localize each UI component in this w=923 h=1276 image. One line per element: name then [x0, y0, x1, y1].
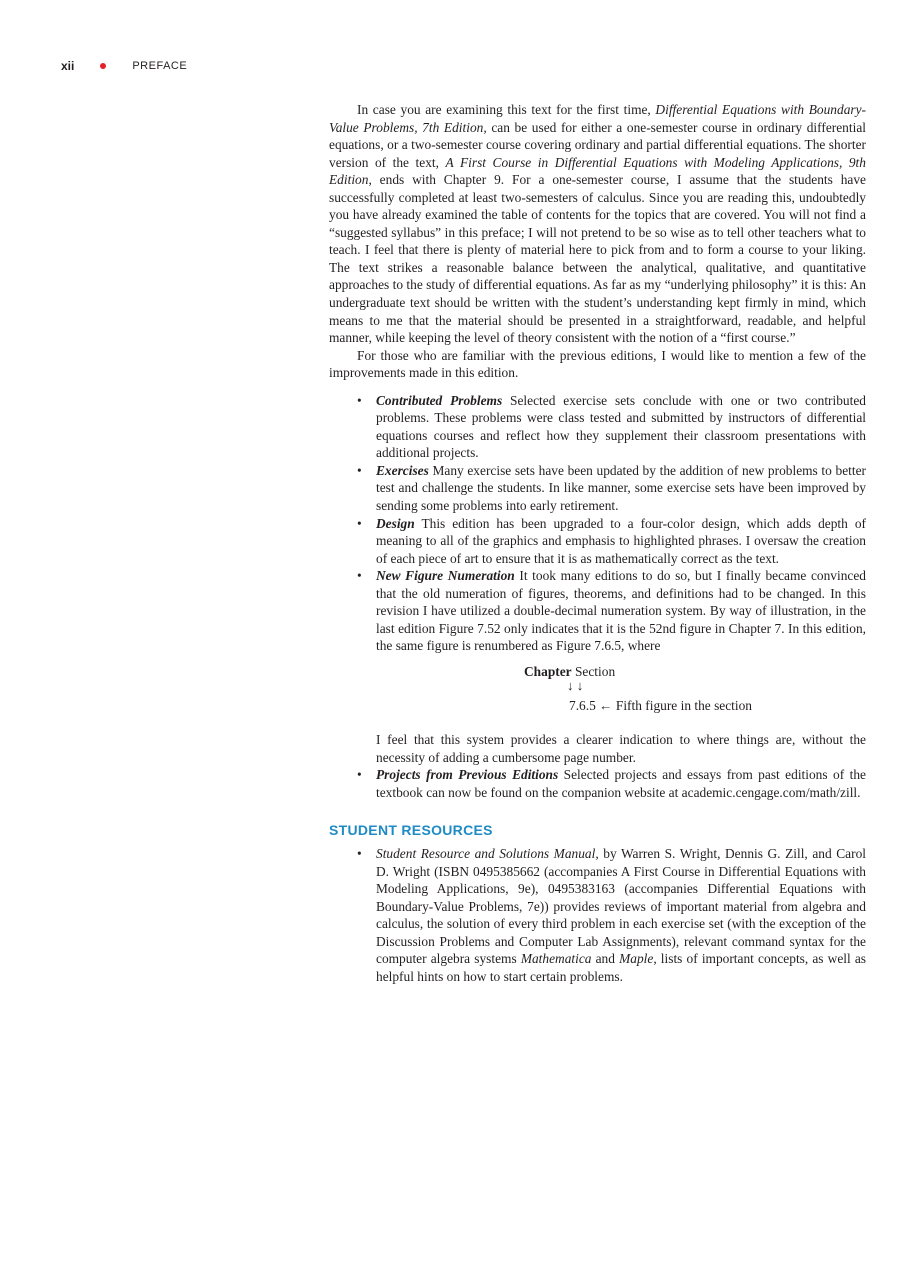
improvements-list — [329, 392, 866, 801]
red-bullet-icon — [100, 63, 106, 69]
book-title-short: A First Course in Differential Equations with Modeling Applications, 9th Edition — [329, 154, 866, 188]
item-term: Projects from Previous Editions — [376, 767, 559, 783]
list-item — [376, 845, 866, 985]
resources-list — [329, 845, 866, 985]
intro-text-c: , ends with Chapter 9. For a one-semester course, I assume that the students have successfully completed at least two-semesters of calculus. Since you are reading this, undoubtedly you have already examined the table of contents for the topics that are covered. You will not find a “suggested syllabus” in this preface; I will not pretend to be so wise as to tell other teachers what to teach. I feel that there is plenty of material here to pick from and to form a course to your liking. The text strikes a reasonable balance between the analytical, qualitative, and quantitative approaches to the study of differential equations. As far as my “underlying philosophy” it is this: An undergraduate text should be written with the student’s understanding kept firmly in mind, which means to me that the material should be presented in a straightforward, readable, and helpful manner, while keeping the level of theory consistent with the notion of a “first course.” — [329, 172, 866, 346]
item-text: Selected exercise sets conclude with one or two contributed problems. These problems were class tested and submitted by instructors of differential equations courses and reflect how they supplement their classroom presentations with additional projects. — [376, 392, 866, 461]
software-mathematica: Mathematica — [520, 951, 592, 967]
item-term: Exercises — [376, 462, 429, 478]
running-head — [61, 59, 187, 73]
item-text: This edition has been upgraded to a four-color design, which adds depth of meaning to all of the graphics and emphasis to highlighted phrases. I oversaw the creation of each piece of art to ensure that it is as mathematically correct as the text. — [376, 515, 866, 566]
page-body — [329, 101, 866, 986]
list-item — [376, 462, 866, 515]
intro-text-b: can be used for either a one-semester course in ordinary differential equations, or a two-semester course covering ordinary and partial differential equations. The shorter version of the text, — [329, 119, 866, 170]
figure-number-row — [569, 697, 752, 715]
figure-number: 7.6.5 — [569, 697, 596, 713]
numeration-diagram — [376, 663, 866, 725]
section-label-diagram: Section — [574, 663, 616, 679]
continuation-text: I feel that this system provides a clearer indication to where things are, without the necessity of adding a cumbersome page number. — [376, 731, 866, 765]
intro-paragraph — [329, 101, 866, 347]
list-item — [376, 766, 866, 801]
student-resources-heading: STUDENT RESOURCES — [329, 822, 493, 839]
section-label: PREFACE — [132, 60, 188, 72]
list-item — [376, 392, 866, 462]
book-title-full: Differential Equations with Boundary-Value Problems, 7th Edition, — [329, 102, 867, 135]
list-item-continuation — [376, 731, 866, 766]
improvements-intro: For those who are familiar with the previous editions, I would like to mention a few of the improvements made in this edition. — [329, 347, 866, 381]
item-text: It took many editions to do so, but I finally became convinced that the old numeration of figures, theorems, and definitions had to be changed. In this revision I have utilized a double-decimal numeration system. By way of illustration, in the last edition Figure 7.52 only indicates that it is the 52nd figure in Chapter 7. In this edition, the same figure is renumbered as Figure 7.6.5, where — [376, 568, 866, 654]
manual-title: Student Resource and Solutions Manual — [376, 846, 596, 862]
manual-text-b: , lists of important concepts, as well as helpful hints on how to start certain problems. — [376, 951, 867, 984]
list-item — [376, 515, 866, 568]
item-term: New Figure Numeration — [376, 568, 515, 584]
item-text: Many exercise sets have been updated by the addition of new problems to better test and challenge the students. In like manner, some exercise sets have been improved by sending some problems into early retirement. — [376, 462, 866, 514]
intro-text-a: In case you are examining this text for the first time, — [357, 102, 656, 117]
manual-text-and: and — [591, 951, 620, 967]
down-arrows-icon: ↓ ↓ — [567, 677, 584, 693]
list-item — [376, 567, 866, 725]
figure-note: Fifth figure in the section — [615, 697, 753, 713]
left-arrow-icon: ← — [599, 697, 613, 713]
item-term: Contributed Problems — [376, 392, 503, 408]
software-maple: Maple — [619, 951, 654, 967]
manual-text-a: , by Warren S. Wright, Dennis G. Zill, and Carol D. Wright (ISBN 0495385662 (accompanies A First Course in Differential Equations with Modeling Applications, 9e), 0495383163 (accompanies Differential Equations with Boundary-Value Problems, 7e)) provides reviews of important material from algebra and calculus, the solution of every third problem in each exercise set (with the exception of the Discussion Problems and Computer Lab Assignments), relevant command syntax for the computer algebra systems — [376, 846, 866, 967]
item-text: Selected projects and essays from past editions of the textbook can now be found on the companion website at academic.cengage.com/math/zill. — [376, 767, 866, 800]
chapter-label: Chapter — [524, 663, 572, 679]
item-term: Design — [376, 515, 415, 531]
page-number: xii — [61, 59, 75, 73]
